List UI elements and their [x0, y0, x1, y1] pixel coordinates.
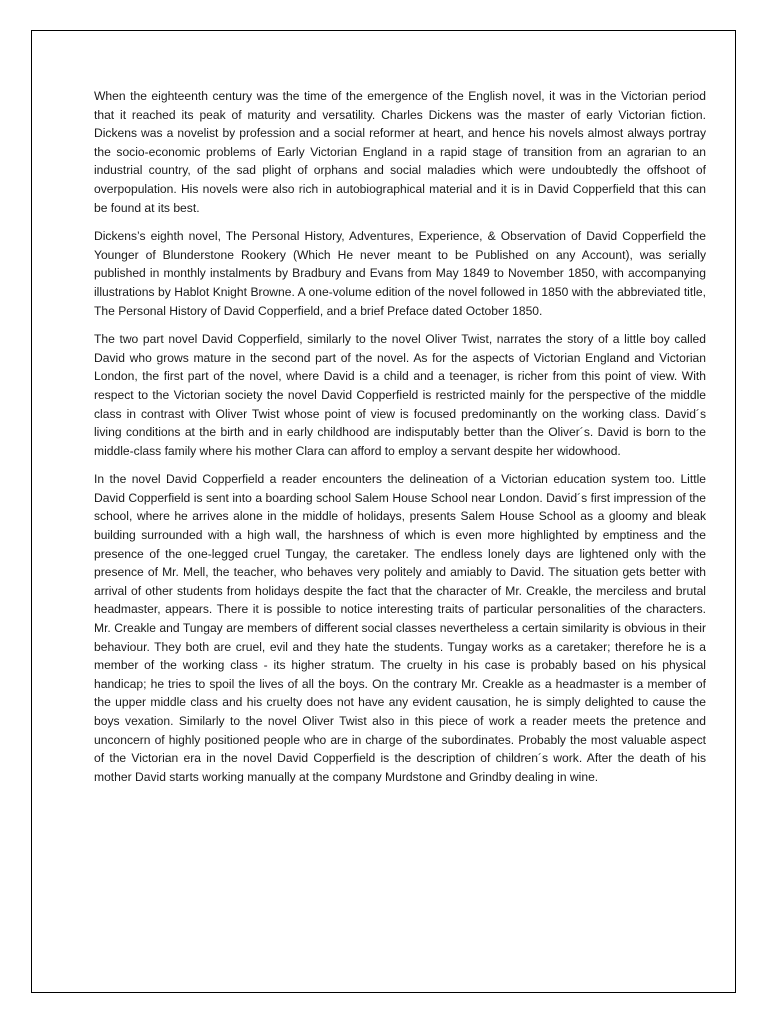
paragraph-3: The two part novel David Copperfield, similarly to the novel Oliver Twist, narrates the story of a little boy called David who grows mature in the second part of the novel. As for the aspects of Victorian England and Victorian London, the first part of the novel, where David is a child and a teenager, is richer from this point of view. With respect to the Victorian society the novel David Copperfield is restricted mainly for the perspective of the middle class in contrast with Oliver Twist whose point of view is focused predominantly on the working class. David´s living conditions at the birth and in early childhood are indisputably better than the Oliver´s. David is born to the middle-class family where his mother Clara can afford to employ a servant despite her widowhood. — [94, 332, 706, 458]
document-body — [94, 87, 706, 796]
paragraph-2: Dickens’s eighth novel, The Personal History, Adventures, Experience, & Observation of David Copperfield the Younger of Blunderstone Rookery (Which He never meant to be Published on any Account), was serially published in monthly instalments by Bradbury and Evans from May 1849 to November 1850, with accompanying illustrations by Hablot Knight Browne. A one-volume edition of the novel followed in 1850 with the abbreviated title, The Personal History of David Copperfield, and a brief Preface dated October 1850. — [94, 229, 706, 318]
paragraph-1: When the eighteenth century was the time of the emergence of the English novel, it was in the Victorian period that it reached its peak of maturity and versatility. Charles Dickens was the master of early Victorian fiction. Dickens was a novelist by profession and a social reformer at heart, and hence his novels almost always portray the socio-economic problems of Early Victorian England in a rapid stage of transition from an agrarian to an industrial country, of the sad plight of orphans and social maladies which were undoubtedly the offshoot of overpopulation. His novels were also rich in autobiographical material and it is in David Copperfield that this can be found at its best. — [94, 89, 706, 215]
document-page — [31, 30, 736, 993]
paragraph-4: In the novel David Copperfield a reader encounters the delineation of a Victorian education system too. Little David Copperfield is sent into a boarding school Salem House School near London. David´s first impression of the school, where he arrives alone in the middle of holidays, presents Salem House School as a gloomy and bleak building surrounded with a high wall, the harshness of which is even more highlighted by emptiness and the presence of the one-legged cruel Tungay, the caretaker. The endless lonely days are lightened only with the presence of Mr. Mell, the teacher, who behaves very politely and amiably to David. The situation gets better with arrival of other students from holidays despite the fact that the character of Mr. Creakle, the merciless and brutal headmaster, appears. There it is possible to notice interesting traits of particular personalities of the characters. Mr. Creakle and Tungay are members of different social classes nevertheless a certain similarity is obvious in their behaviour. They both are cruel, evil and they hate the students. Tungay works as a caretaker; therefore he is a member of the working class - its higher stratum. The cruelty in his case is probably based on his physical handicap; he tries to spoil the lives of all the boys. On the contrary Mr. Creakle as a headmaster is a member of the upper middle class and his cruelty does not have any evident causation, he is simply delighted to cause the boys vexation. Similarly to the novel Oliver Twist also in this piece of work a reader meets the pretence and unconcern of highly positioned people who are in charge of the subordinates. Probably the most valuable aspect of the Victorian era in the novel David Copperfield is the description of children´s work. After the death of his mother David starts working manually at the company Murdstone and Grindby dealing in wine. — [94, 472, 706, 784]
